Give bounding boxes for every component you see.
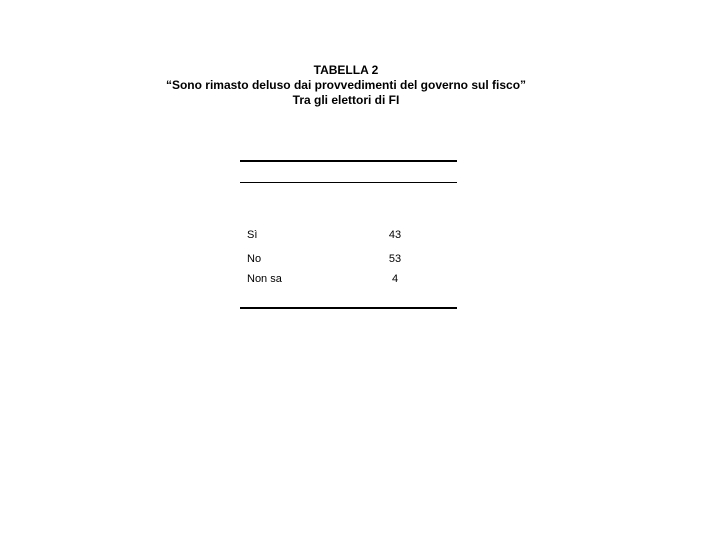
table-bottom-rule: [240, 307, 457, 309]
table-subset: Tra gli elettori di FI: [292, 93, 400, 107]
table-number: TABELLA 2: [313, 63, 379, 77]
row-label: No: [247, 253, 262, 265]
table-question: “Sono rimasto deluso dai provvedimenti del governo sul fisco”: [165, 78, 527, 92]
row-label: Non sa: [247, 273, 282, 285]
table-row: [247, 252, 457, 266]
row-value: 43: [388, 229, 402, 241]
table-row: [247, 228, 457, 242]
row-value: 53: [388, 253, 402, 265]
table-row: [247, 272, 457, 286]
row-value: 4: [391, 273, 399, 285]
row-label: Sì: [247, 229, 258, 241]
table-header-rule: [240, 182, 457, 183]
table-top-rule: [240, 160, 457, 162]
table-heading: [0, 63, 692, 108]
